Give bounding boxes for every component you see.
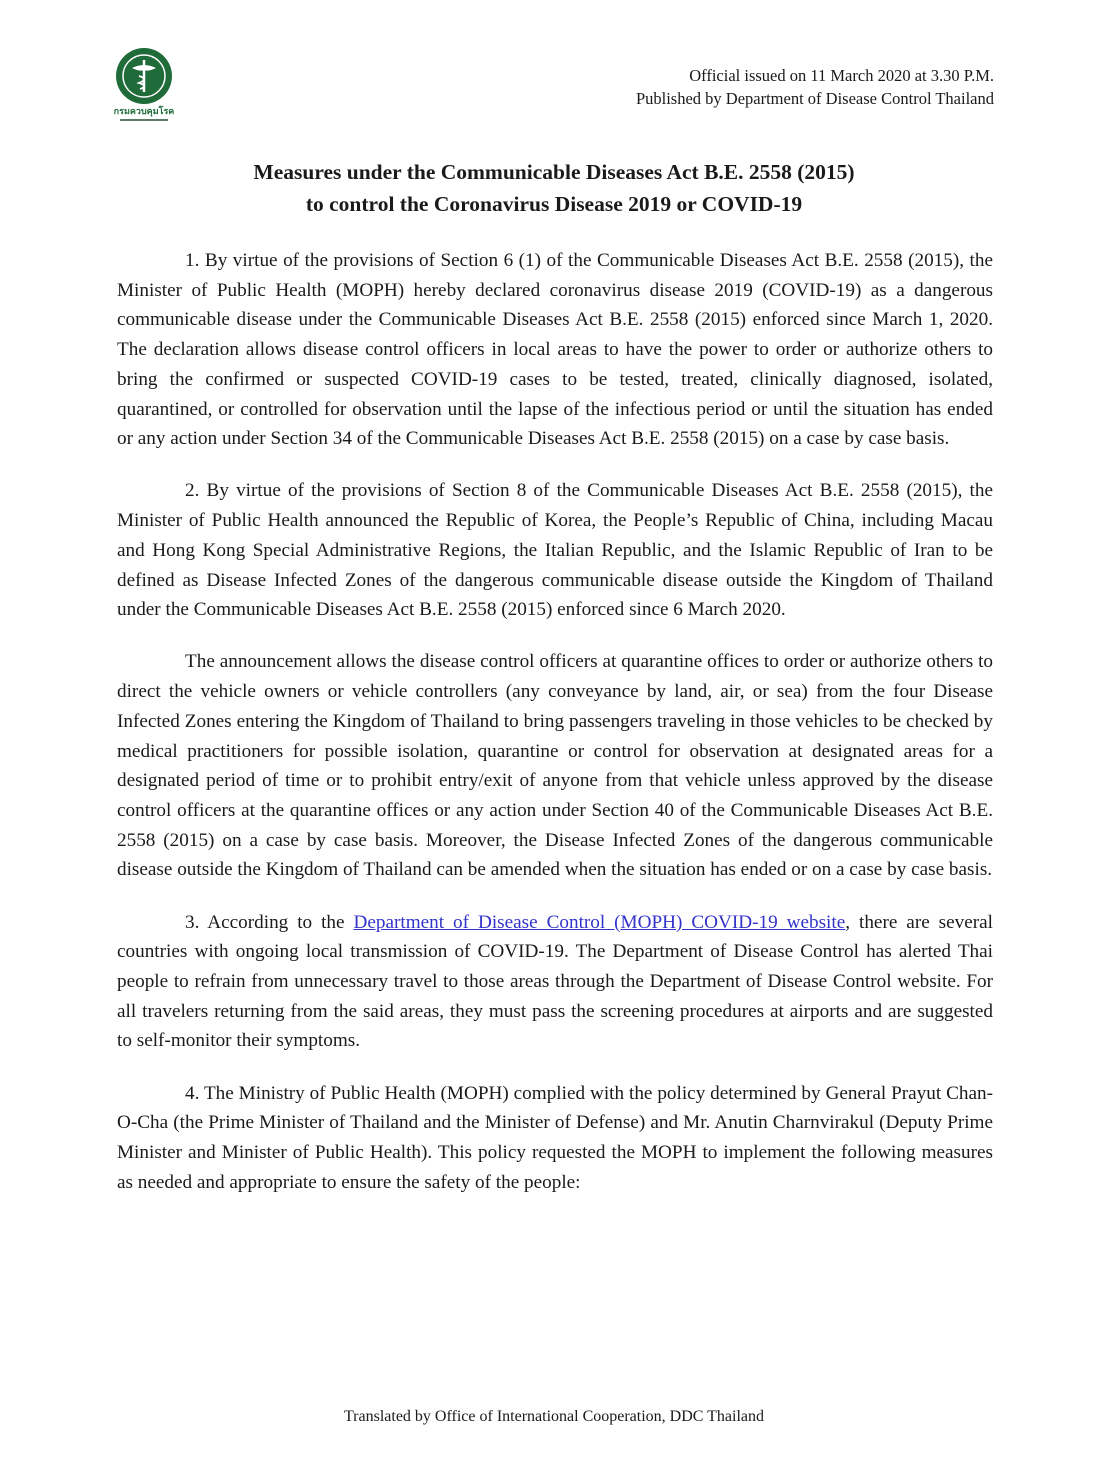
translation-credit: Translated by Office of International Cooperation, DDC Thailand	[343, 1408, 765, 1425]
paragraph-4-rest: , there are several countries with ongoing local transmission of COVID-19. The Department of Disease Control has alerted Thai people to refrain from unnecessary travel to those areas through the Department of Disease Control website. For all travelers returning from the said areas, they must pass the screening procedures at airports and are suggested to self-monitor their symptoms.	[117, 911, 994, 1052]
ddc-logo	[112, 46, 176, 126]
document-body	[117, 246, 993, 1220]
publisher: Published by Department of Disease Control Thailand	[635, 89, 994, 108]
ddc-covid-website-link[interactable]: Department of Disease Control (MOPH) COVID-19 website	[353, 911, 846, 933]
department-of-disease-control-seal-icon	[112, 46, 176, 126]
title-line-1: Measures under the Communicable Diseases Act B.E. 2558 (2015)	[253, 160, 855, 184]
paragraph-2: 2. By virtue of the provisions of Section 8 of the Communicable Diseases Act B.E. 2558 (2015), the Minister of Public Health announced the Republic of Korea, the People’s Republic of China, including Macau and Hong Kong Special Administrative Regions, the Italian Republic, and the Islamic Republic of Iran to be defined as Disease Infected Zones of the dangerous communicable disease outside the Kingdom of Thailand under the Communicable Diseases Act B.E. 2558 (2015) enforced since 6 March 2020.	[117, 480, 993, 621]
logo-caption: กรมควบคุมโรค	[113, 107, 175, 117]
paragraph-1: 1. By virtue of the provisions of Section 6 (1) of the Communicable Diseases Act B.E. 2558 (2015), the Minister of Public Health (MOPH) hereby declared coronavirus disease 2019 (COVID-19) as a dangerous communicable disease under the Communicable Diseases Act B.E. 2558 (2015) enforced since March 1, 2020. The declaration allows disease control officers in local areas to have the power to order or authorize others to bring the confirmed or suspected COVID-19 cases to be tested, treated, clinically diagnosed, isolated, quarantined, or controlled for observation until the lapse of the infectious period or until the situation has ended or any action under Section 34 of the Communicable Diseases Act B.E. 2558 (2015) on a case by case basis.	[117, 250, 993, 450]
issued-date: Official issued on 11 March 2020 at 3.30 P.M.	[689, 66, 994, 85]
document-header-meta	[636, 64, 994, 110]
document-title	[0, 156, 1108, 220]
paragraph-4-lead: 3. According to the	[185, 911, 354, 933]
paragraph-5: 4. The Ministry of Public Health (MOPH) complied with the policy determined by General Prayut Chan-O-Cha (the Prime Minister of Thailand and the Minister of Defense) and Mr. Anutin Charnvirakul (Deputy Prime Minister and Minister of Public Health). This policy requested the MOPH to implement the following measures as needed and appropriate to ensure the safety of the people:	[117, 1082, 993, 1193]
paragraph-3: The announcement allows the disease control officers at quarantine offices to order or authorize others to direct the vehicle owners or vehicle controllers (any conveyance by land, air, or sea) from the four Disease Infected Zones entering the Kingdom of Thailand to bring passengers traveling in those vehicles to be checked by medical practitioners for possible isolation, quarantine or control for observation at designated areas for a designated period of time or to prohibit entry/exit of anyone from that vehicle unless approved by the disease control officers at the quarantine offices or any action under Section 40 of the Communicable Diseases Act B.E. 2558 (2015) on a case by case basis. Moreover, the Disease Infected Zones of the dangerous communicable disease outside the Kingdom of Thailand can be amended when the situation has ended or on a case by case basis.	[117, 651, 993, 881]
title-line-2: to control the Coronavirus Disease 2019 or COVID-19	[305, 192, 803, 216]
paragraph-4	[117, 908, 993, 1057]
